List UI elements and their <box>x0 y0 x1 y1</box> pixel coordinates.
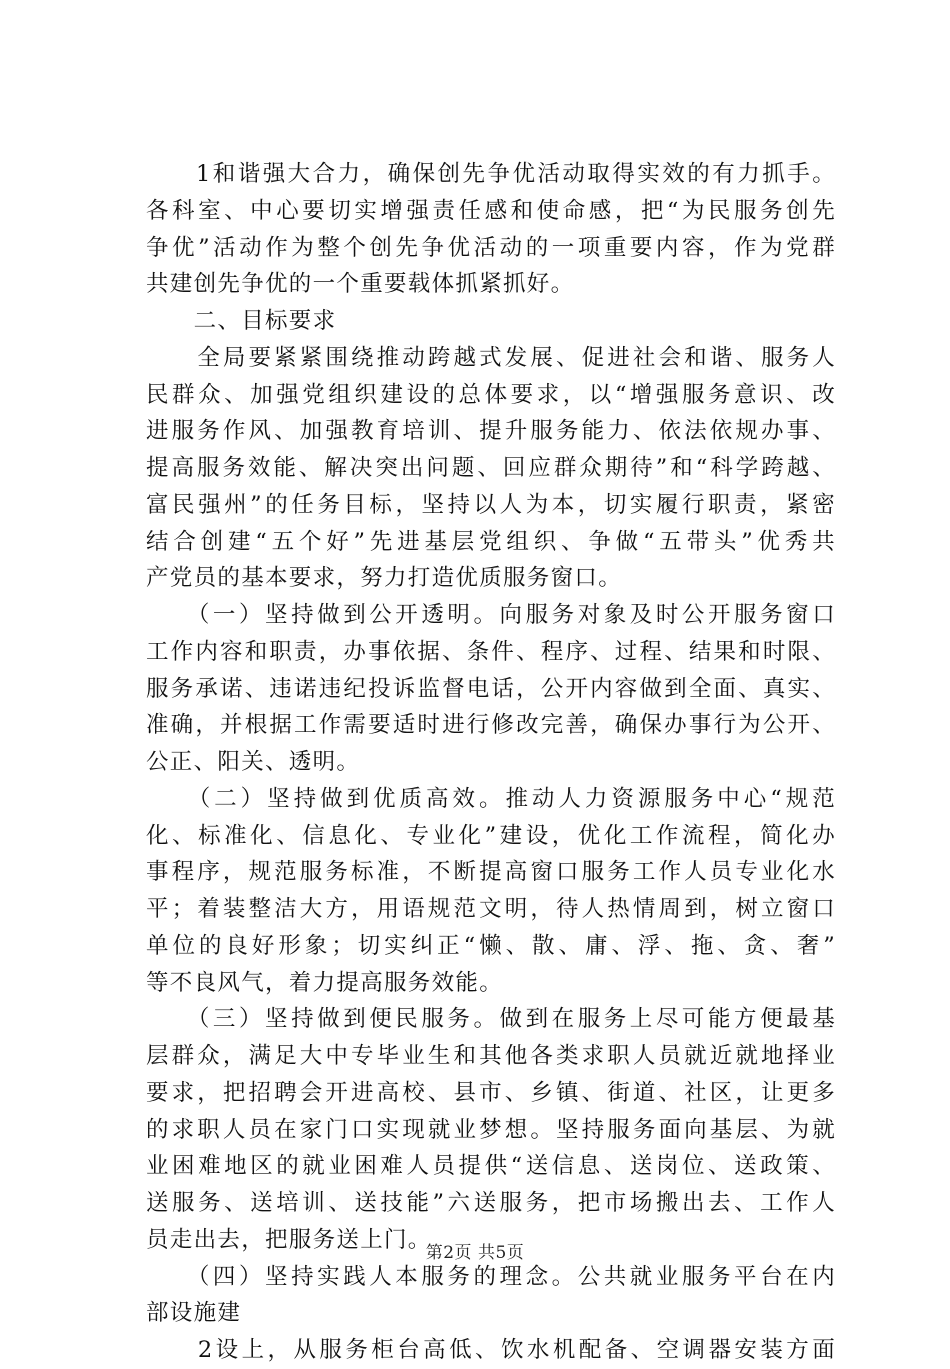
text-line: 工作内容和职责，办事依据、条件、程序、过程、结果和时限、 <box>146 638 836 665</box>
text-line: 争优”活动作为整个创先争优活动的一项重要内容，作为党群 <box>146 234 836 261</box>
text-line: 事程序，规范服务标准，不断提高窗口服务工作人员专业化水 <box>146 859 836 886</box>
text-line: 准确，并根据工作需要适时进行修改完善，确保办事行为公开、 <box>146 712 836 739</box>
text-line: 单位的良好形象；切实纠正“懒、散、庸、浮、拖、贪、奢” <box>146 932 836 959</box>
text-line: 要求，把招聘会开进高校、县市、乡镇、街道、社区，让更多 <box>146 1079 836 1106</box>
text-line: 2设上，从服务柜台高低、饮水机配备、空调器安装方面 <box>146 1337 836 1363</box>
text-line: 二、目标要求 <box>146 308 337 334</box>
text-line: 送服务、送培训、送技能”六送服务，把市场搬出去、工作人 <box>146 1190 836 1216</box>
page-footer: 第2页 共5页 <box>425 1243 525 1263</box>
document-body <box>146 156 836 1369</box>
text-line: 业困难地区的就业困难人员提供“送信息、送岗位、送政策、 <box>146 1153 836 1180</box>
text-line: 结合创建“五个好”先进基层党组织、争做“五带头”优秀共 <box>146 528 836 555</box>
text-line: 员走出去，把服务送上门。 <box>146 1226 432 1253</box>
text-line: 进服务作风、加强教育培训、提升服务能力、依法依规办事、 <box>146 418 836 445</box>
text-line: 化、标准化、信息化、专业化”建设，优化工作流程，简化办 <box>146 822 836 849</box>
text-line: 全局要紧紧围绕推动跨越式发展、促进社会和谐、服务人 <box>146 344 836 371</box>
text-line: （二）坚持做到优质高效。推动人力资源服务中心“规范 <box>146 785 836 812</box>
text-line: 民群众、加强党组织建设的总体要求，以“增强服务意识、改 <box>146 381 836 408</box>
text-line: 共建创先争优的一个重要载体抓紧抓好。 <box>146 271 575 298</box>
text-line: 提高服务效能、解决突出问题、回应群众期待”和“科学跨越、 <box>146 455 836 481</box>
text-line: 平；着装整洁大方，用语规范文明，待人热情周到，树立窗口 <box>146 896 836 922</box>
text-line: 等不良风气，着力提高服务效能。 <box>146 969 504 996</box>
text-line: （四）坚持实践人本服务的理念。公共就业服务平台在内 <box>146 1263 836 1290</box>
text-line: 1和谐强大合力，确保创先争优活动取得实效的有力抓手。 <box>146 161 836 187</box>
text-line: （一）坚持做到公开透明。向服务对象及时公开服务窗口 <box>146 602 836 628</box>
text-line: 层群众，满足大中专毕业生和其他各类求职人员就近就地择业 <box>146 1043 836 1069</box>
text-line: 各科室、中心要切实增强责任感和使命感，把“为民服务创先 <box>146 197 836 224</box>
text-line: 富民强州”的任务目标，坚持以人为本，切实履行职责，紧密 <box>146 491 836 518</box>
text-line: 产党员的基本要求，努力打造优质服务窗口。 <box>146 565 623 592</box>
text-line: 公正、阳关、透明。 <box>146 749 361 775</box>
text-line: 部设施建 <box>146 1300 242 1327</box>
text-line: 的求职人员在家门口实现就业梦想。坚持服务面向基层、为就 <box>146 1116 836 1143</box>
text-line: 服务承诺、违诺违纪投诉监督电话，公开内容做到全面、真实、 <box>146 675 836 702</box>
text-line: （三）坚持做到便民服务。做到在服务上尽可能方便最基 <box>146 1006 836 1033</box>
